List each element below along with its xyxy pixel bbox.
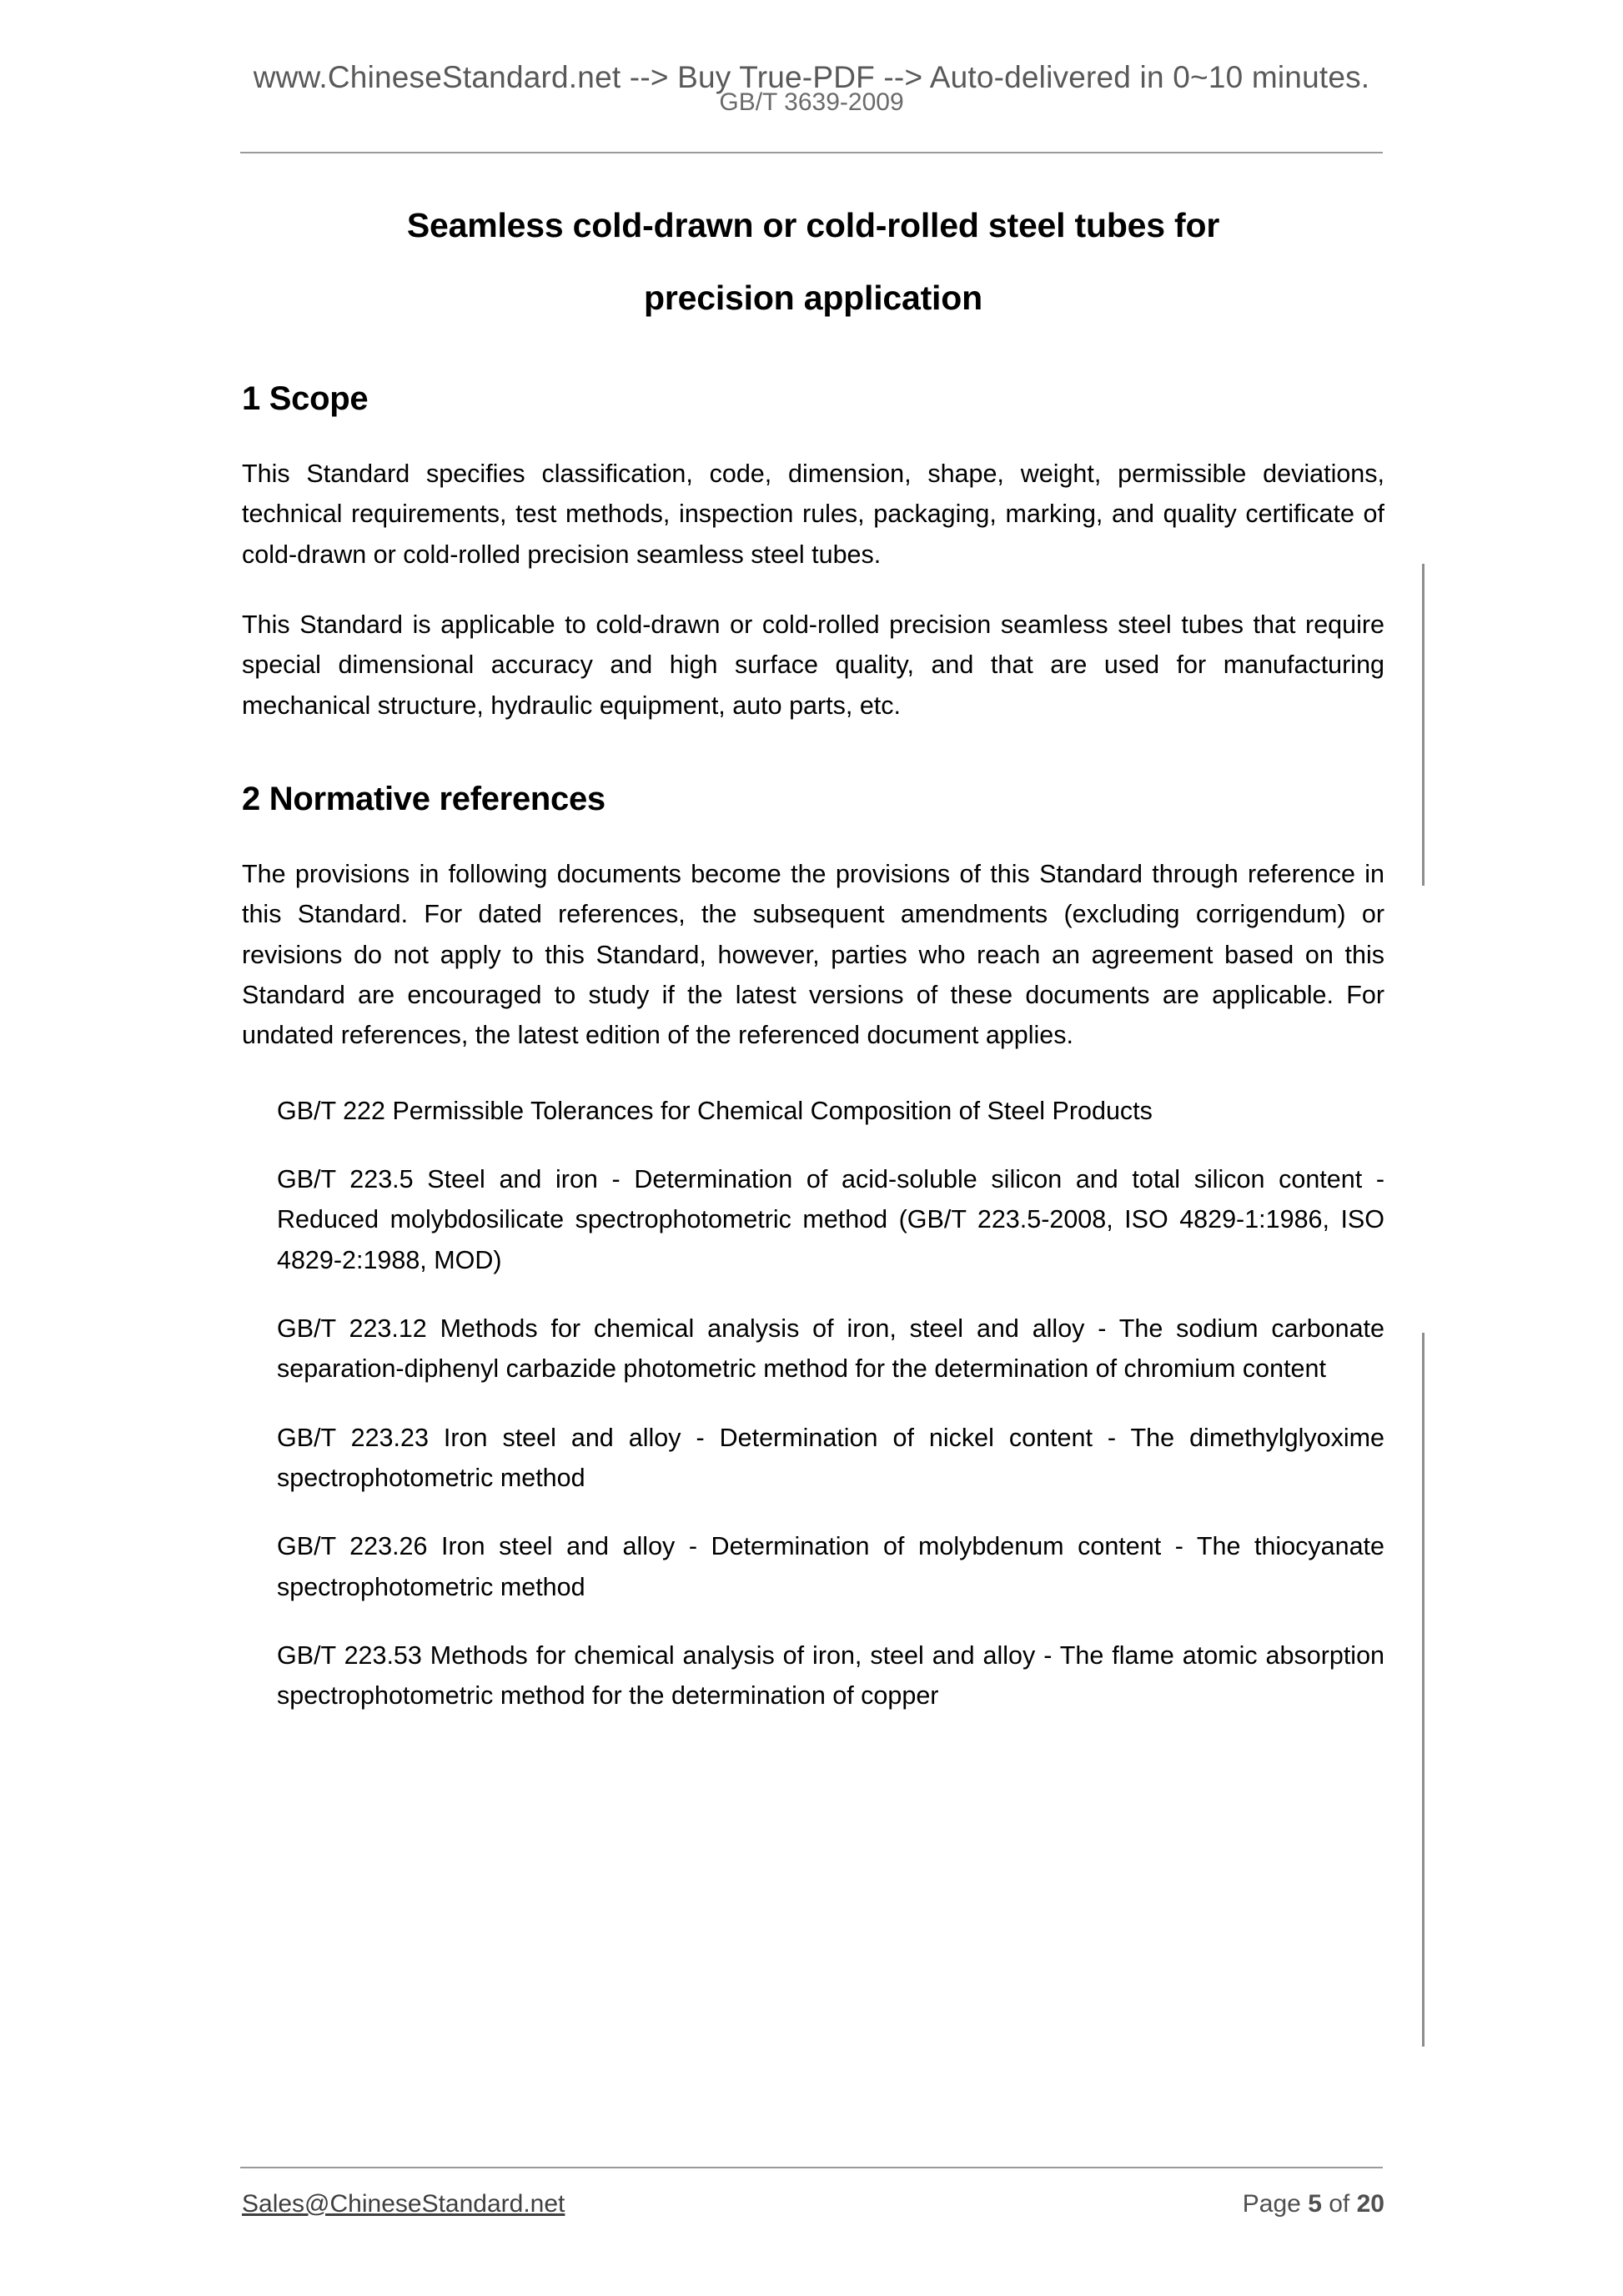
footer-page-indicator [1243,2190,1384,2218]
page-title [242,208,1384,315]
document-body [242,208,1384,1716]
list-item: GB/T 223.26 Iron steel and alloy - Determination of molybdenum content - The thiocyanate spectrophotometric method [277,1532,1384,1601]
page-footer [242,2190,1384,2218]
list-item: GB/T 223.23 Iron steel and alloy - Determination of nickel content - The dimethylglyoxime spectrophotometric method [277,1423,1384,1492]
section-heading-scope: 1 Scope [242,380,369,417]
footer-email-link[interactable]: Sales@ChineseStandard.net [242,2190,565,2218]
section-heading-normative-references: 2 Normative references [242,780,605,817]
list-item: GB/T 223.12 Methods for chemical analysis of iron, steel and alloy - The sodium carbonate separation-diphenyl carbazide photometric method for the determination of chromium content [277,1314,1384,1384]
normative-reference-list [242,1091,1384,1716]
change-bar-scope [1422,564,1425,886]
footer-page-prefix: Page [1242,2190,1301,2218]
header-promo-line: www.ChineseStandard.net --> Buy True-PDF --> Auto-delivered in 0~10 minutes. [253,60,1370,94]
footer-page-number: 5 [1308,2190,1322,2218]
footer-page-total: 20 [1356,2190,1384,2218]
scope-paragraph-2: This Standard is applicable to cold-drawn or cold-rolled precision seamless steel tubes that require special dimensional accuracy and high surface quality, and that are used for manufacturing mechanical structure, hydraulic equipment, auto parts, etc. [242,610,1384,720]
page-title-line-2: precision application [644,279,982,317]
normative-references-paragraph-1: The provisions in following documents become the provisions of this Standard through reference in this Standard. For dated references, the subsequent amendments (excluding corrigendum) or revisions do not apply to this Standard, however, parties who reach an agreement based on this Standard are encouraged to study if the latest versions of these documents are applicable. For undated references, the latest edition of the referenced document applies. [242,859,1384,1050]
list-item: GB/T 223.53 Methods for chemical analysis of iron, steel and alloy - The flame atomic absorption spectrophotometric method for the determination of copper [277,1640,1384,1711]
list-item: GB/T 223.5 Steel and iron - Determination of acid-soluble silicon and total silicon content - Reduced molybdosilicate spectrophotometric method (GB/T 223.5-2008, ISO 4829-1:1986, ISO 4829-2:1988, MOD) [277,1164,1384,1274]
footer-page-of: of [1329,2190,1350,2218]
page-title-line-1: Seamless cold-drawn or cold-rolled steel tubes for [406,206,1220,244]
list-item: GB/T 222 Permissible Tolerances for Chemical Composition of Steel Products [277,1096,1153,1125]
page-header [0,60,1623,116]
header-divider [240,152,1383,153]
header-standard-code: GB/T 3639-2009 [719,88,904,117]
scope-paragraph-1: This Standard specifies classification, code, dimension, shape, weight, permissible deviations, technical requirements, test methods, inspection rules, packaging, marking, and quality certificate of cold-drawn or cold-rolled precision seamless steel tubes. [242,460,1384,569]
footer-divider [240,2167,1383,2168]
change-bar-references [1422,1333,1425,2047]
